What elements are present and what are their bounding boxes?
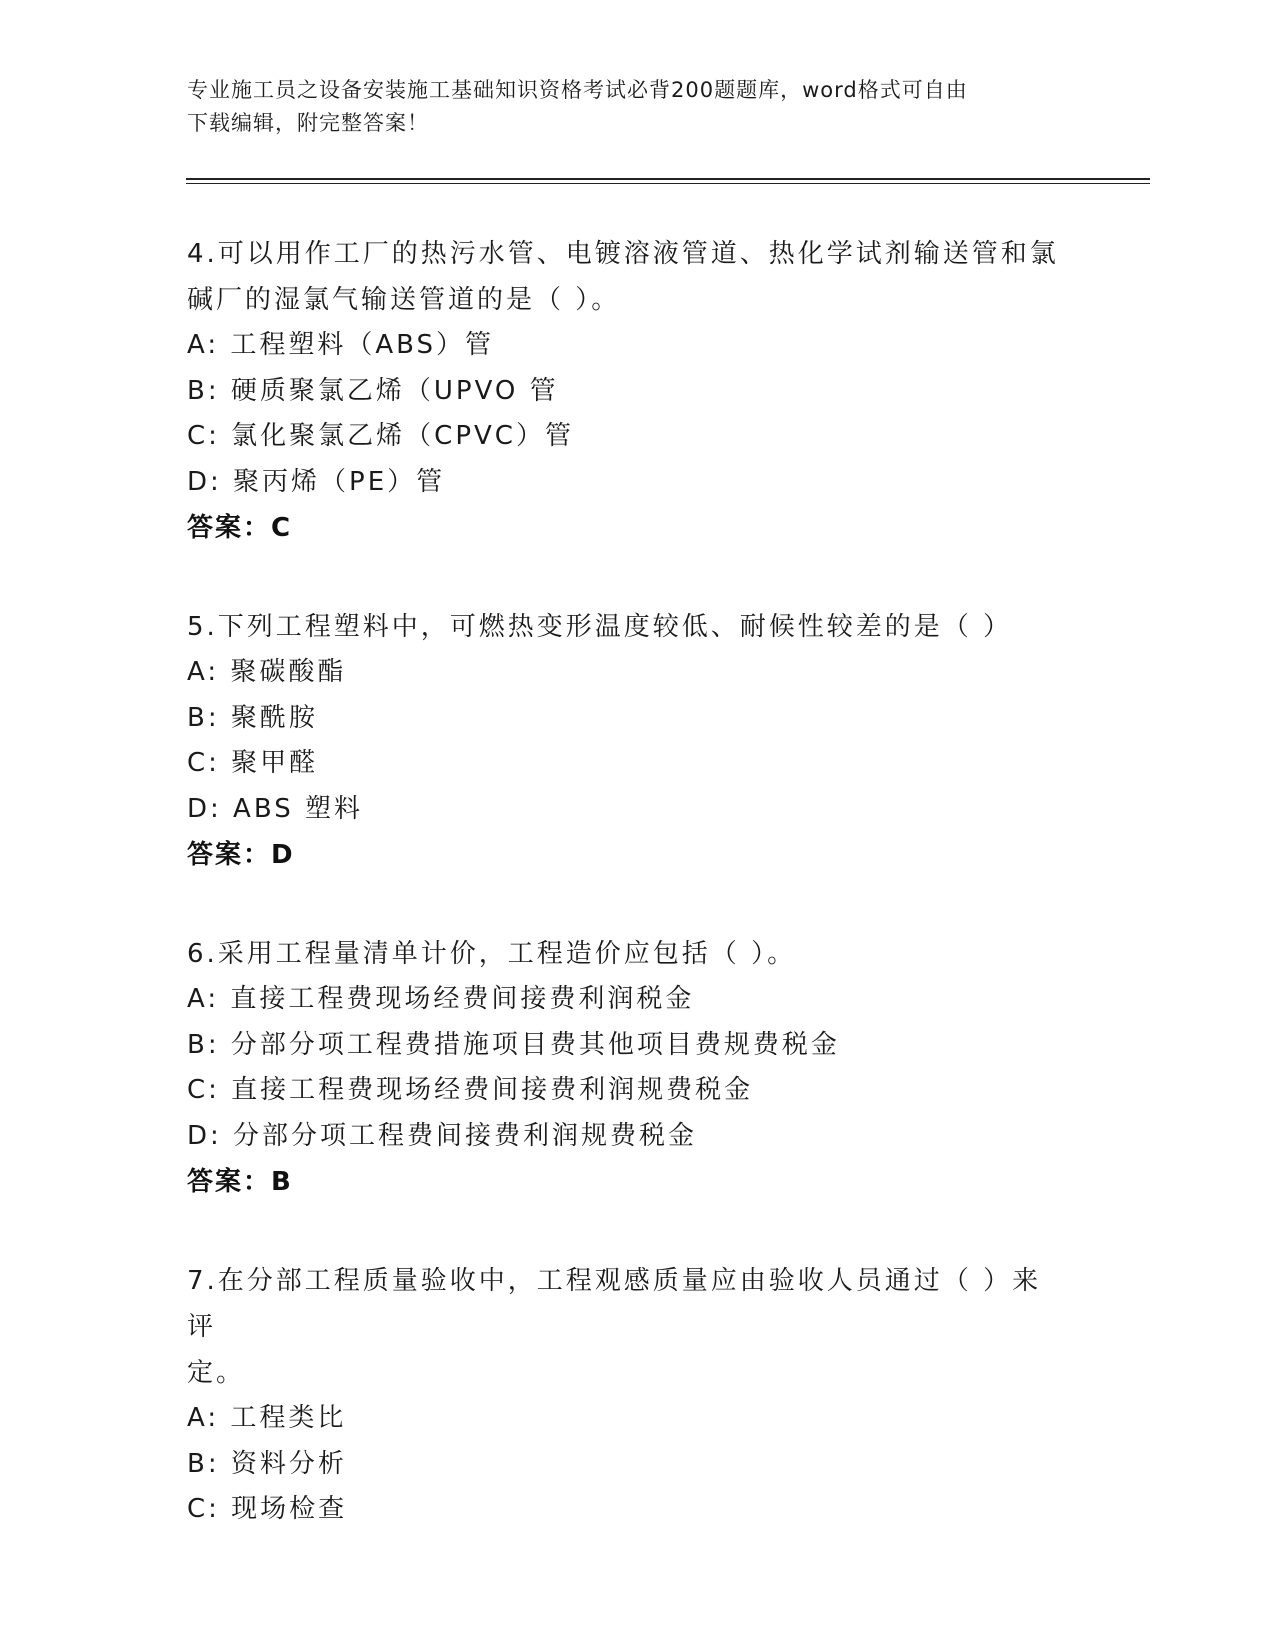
question-4 [187, 231, 1067, 551]
question-5 [187, 604, 1067, 878]
option-b: B: 硬质聚氯乙烯（UPVO 管 [187, 375, 559, 406]
option-c: C: 氯化聚氯乙烯（CPVC）管 [187, 421, 574, 451]
option-d: D: 聚丙烯（PE）管 [187, 466, 446, 497]
option-c: C: 直接工程费现场经费间接费利润规费税金 [187, 1075, 754, 1105]
answer: 答案：D [187, 840, 295, 870]
option-a: A: 直接工程费现场经费间接费利润税金 [187, 984, 695, 1014]
option-b: B: 资料分析 [187, 1448, 347, 1479]
option-c: C: 现场检查 [187, 1494, 348, 1524]
answer: 答案：C [187, 513, 293, 543]
header-line-1: 专业施工员之设备安装施工基础知识资格考试必背200题题库，word格式可自由 [187, 78, 968, 102]
document-header [187, 74, 1087, 140]
header-line-2: 下载编辑，附完整答案！ [187, 111, 429, 135]
answer: 答案：B [187, 1167, 293, 1197]
question-7 [187, 1258, 1067, 1533]
question-text-continued: 碱厂的湿氯气输送管道的是（ ）。 [187, 285, 621, 315]
option-b: B: 聚酰胺 [187, 702, 318, 733]
option-d: D: 分部分项工程费间接费利润规费税金 [187, 1120, 698, 1151]
question-text: 5.下列工程塑料中，可燃热变形温度较低、耐候性较差的是（ ） [187, 612, 1013, 642]
option-c: C: 聚甲醛 [187, 748, 319, 778]
question-text-continued: 定。 [187, 1358, 246, 1388]
question-6 [187, 931, 1067, 1205]
option-a: A: 工程类比 [187, 1403, 347, 1433]
header-divider-thick [186, 178, 1150, 180]
header-divider-thin [186, 183, 1150, 184]
question-text: 7.在分部工程质量验收中，工程观感质量应由验收人员通过（ ）来评 [187, 1266, 1042, 1342]
question-text: 4.可以用作工厂的热污水管、电镀溶液管道、热化学试剂输送管和氯 [187, 239, 1059, 269]
option-a: A: 工程塑料（ABS）管 [187, 330, 495, 360]
option-a: A: 聚碳酸酯 [187, 657, 347, 687]
question-text: 6.采用工程量清单计价，工程造价应包括（ ）。 [187, 939, 797, 969]
option-b: B: 分部分项工程费措施项目费其他项目费规费税金 [187, 1029, 840, 1060]
option-d: D: ABS 塑料 [187, 793, 363, 824]
